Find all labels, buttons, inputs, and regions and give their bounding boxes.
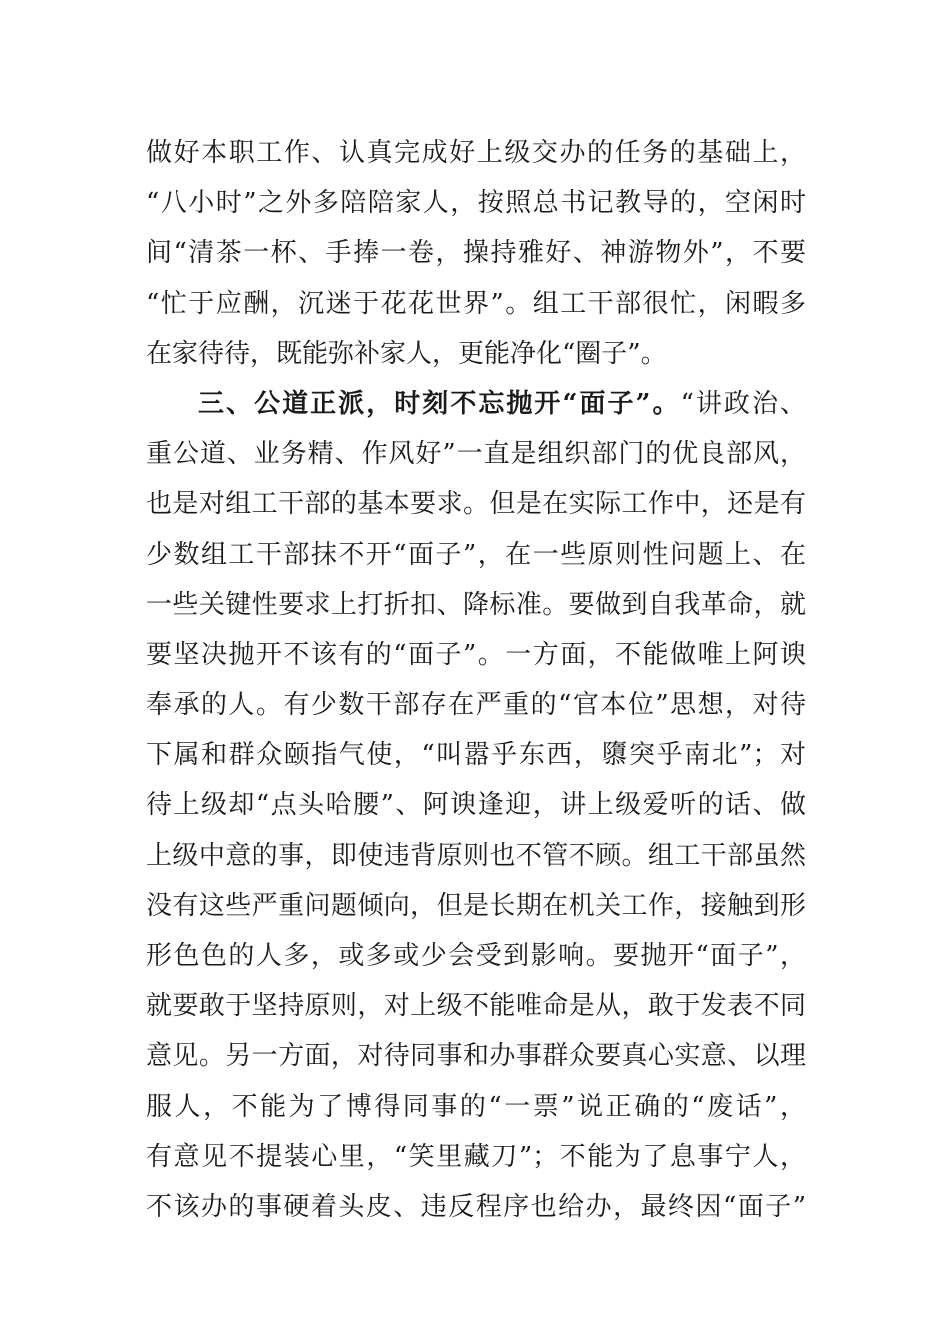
text-line: 待上级却“点头哈腰”、阿谀逢迎，讲上级爱听的话、做 [146,790,806,821]
section-heading-line [146,379,806,429]
text-line: 形色色的人多，或多或少会受到影响。要抛开“面子”， [146,941,806,971]
text-line: “八小时”之外多陪陪家人，按照总书记教导的，空闲时 [146,188,806,219]
body-text [146,128,806,1232]
text-line: 要坚决抛开不该有的“面子”。一方面，不能做唯上阿谀 [146,639,806,670]
text-line: 也是对组工干部的基本要求。但是在实际工作中，还是有 [146,489,806,520]
text-run: “讲政治、 [680,388,806,419]
text-line: 不该办的事硬着头皮、违反程序也给办，最终因“面子” [146,1191,806,1222]
text-line: “忙于应酬，沉迷于花花世界”。组工干部很忙，闲暇多 [146,288,806,319]
text-line: 服人，不能为了博得同事的“一票”说正确的“废话”， [146,1091,806,1122]
text-line: 少数组工干部抹不开“面子”，在一些原则性问题上、在 [146,539,806,570]
text-line: 重公道、业务精、作风好”一直是组织部门的优良部风， [146,439,806,470]
text-line: 就要敢于坚持原则，对上级不能唯命是从，敢于发表不同 [146,991,806,1022]
text-line: 下属和群众颐指气使，“叫嚣乎东西，隳突乎南北”；对 [146,740,806,771]
text-line: 间“清茶一杯、手捧一卷，操持雅好、神游物外”，不要 [146,238,806,269]
text-line: 在家待待，既能弥补家人，更能净化“圈子”。 [146,338,667,369]
text-line: 意见。另一方面，对待同事和办事群众要真心实意、以理 [146,1041,806,1072]
text-line: 一些关键性要求上打折扣、降标准。要做到自我革命，就 [146,589,806,620]
section-heading: 三、公道正派，时刻不忘抛开“面子”。 [198,388,681,419]
text-line: 奉承的人。有少数干部存在严重的“官本位”思想，对待 [146,690,806,721]
text-line: 没有这些严重问题倾向，但是长期在机关工作，接触到形 [146,890,806,921]
text-line: 有意见不提装心里，“笑里藏刀”；不能为了息事宁人， [146,1141,806,1172]
text-line: 做好本职工作、认真完成好上级交办的任务的基础上， [146,138,806,168]
text-line: 上级中意的事，即使违背原则也不管不顾。组工干部虽然 [146,840,806,871]
